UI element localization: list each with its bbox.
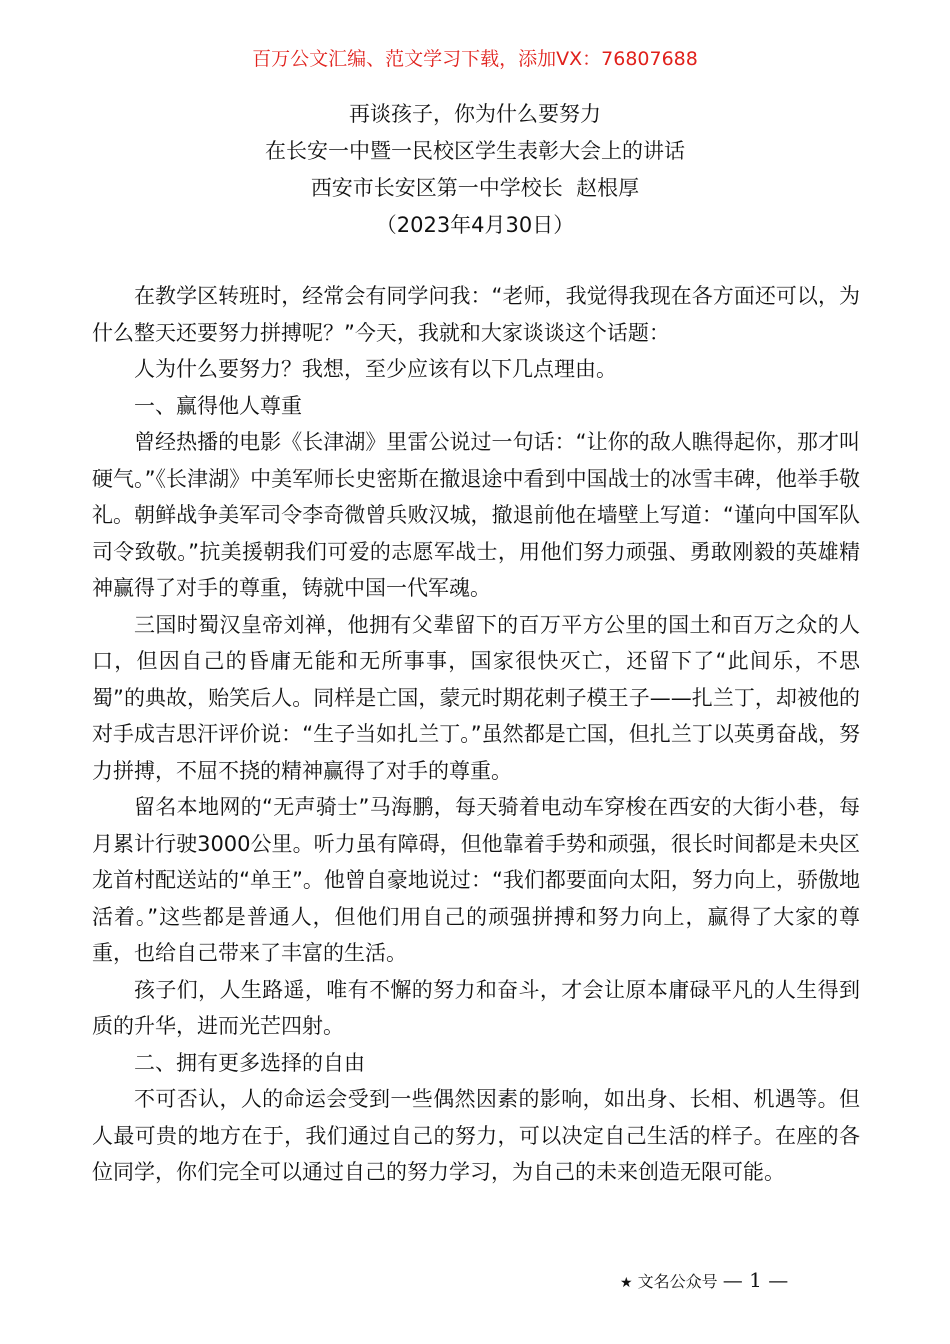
footer-source: 文名公众号 <box>637 1272 718 1291</box>
document-date: （2023年4月30日） <box>375 213 575 237</box>
paragraph: 三国时蜀汉皇帝刘禅，他拥有父辈留下的百万平方公里的国土和百万之众的人口，但因自己的昏庸无能和无所事事，国家很快灭亡，还留下了“此间乐，不思蜀”的典故，贻笑后人。同样是亡国，蒙元时期花剌子模王子——扎兰丁，却被他的对手成吉思汗评价说：“生子当如扎兰丁。”虽然都是亡国，但扎兰丁以英勇奋战，努力拼搏，不屈不挠的精神赢得了对手的尊重。 <box>92 612 860 783</box>
page-footer <box>620 1266 860 1294</box>
paragraph: 孩子们，人生路遥，唯有不懈的努力和奋斗，才会让原本庸碌平凡的人生得到质的升华，进而光芒四射。 <box>92 977 860 1038</box>
star-icon: ★ <box>620 1275 633 1291</box>
document-body <box>92 278 860 1191</box>
paragraph: 在教学区转班时，经常会有同学问我：“老师，我觉得我现在各方面还可以，为什么整天还要努力拼搏呢？”今天，我就和大家谈谈这个话题： <box>92 284 860 345</box>
page-number: — 1 — <box>722 1268 789 1292</box>
paragraph: 留名本地网的“无声骑士”马海鹏，每天骑着电动车穿梭在西安的大街小巷，每月累计行驶3000公里。听力虽有障碍，但他靠着手势和顽强，很长时间都是未央区龙首村配送站的“单王”。他曾自豪地说过：“我们都要面向太阳，努力向上，骄傲地活着。”这些都是普通人，但他们用自己的顽强拼搏和努力向上，赢得了大家的尊重，也给自己带来了丰富的生活。 <box>92 795 860 965</box>
document-header <box>0 96 950 244</box>
paragraph: 人为什么要努力？我想，至少应该有以下几点理由。 <box>134 357 617 381</box>
paragraph: 不可否认，人的命运会受到一些偶然因素的影响，如出身、长相、机遇等。但人最可贵的地方在于，我们通过自己的努力，可以决定自己生活的样子。在座的各位同学，你们完全可以通过自己的努力学习，为自己的未来创造无限可能。 <box>92 1087 860 1184</box>
section-heading: 二、拥有更多选择的自由 <box>134 1050 365 1075</box>
section-heading: 一、赢得他人尊重 <box>134 393 302 418</box>
document-subtitle: 在长安一中暨一民校区学生表彰大会上的讲话 <box>265 139 685 163</box>
document-author: 西安市长安区第一中学校长 赵根厚 <box>310 176 640 200</box>
document-title: 再谈孩子，你为什么要努力 <box>349 102 601 126</box>
watermark-banner: 百万公文汇编、范文学习下载，添加VX：76807688 <box>252 48 698 70</box>
paragraph: 曾经热播的电影《长津湖》里雷公说过一句话：“让你的敌人瞧得起你，那才叫硬气。”《长津湖》中美军师长史密斯在撤退途中看到中国战士的冰雪丰碑，他举手敬礼。朝鲜战争美军司令李奇微曾兵败汉城，撤退前他在墙壁上写道：“谨向中国军队司令致敬。”抗美援朝我们可爱的志愿军战士，用他们努力顽强、勇敢刚毅的英雄精神赢得了对手的尊重，铸就中国一代军魂。 <box>92 430 860 600</box>
